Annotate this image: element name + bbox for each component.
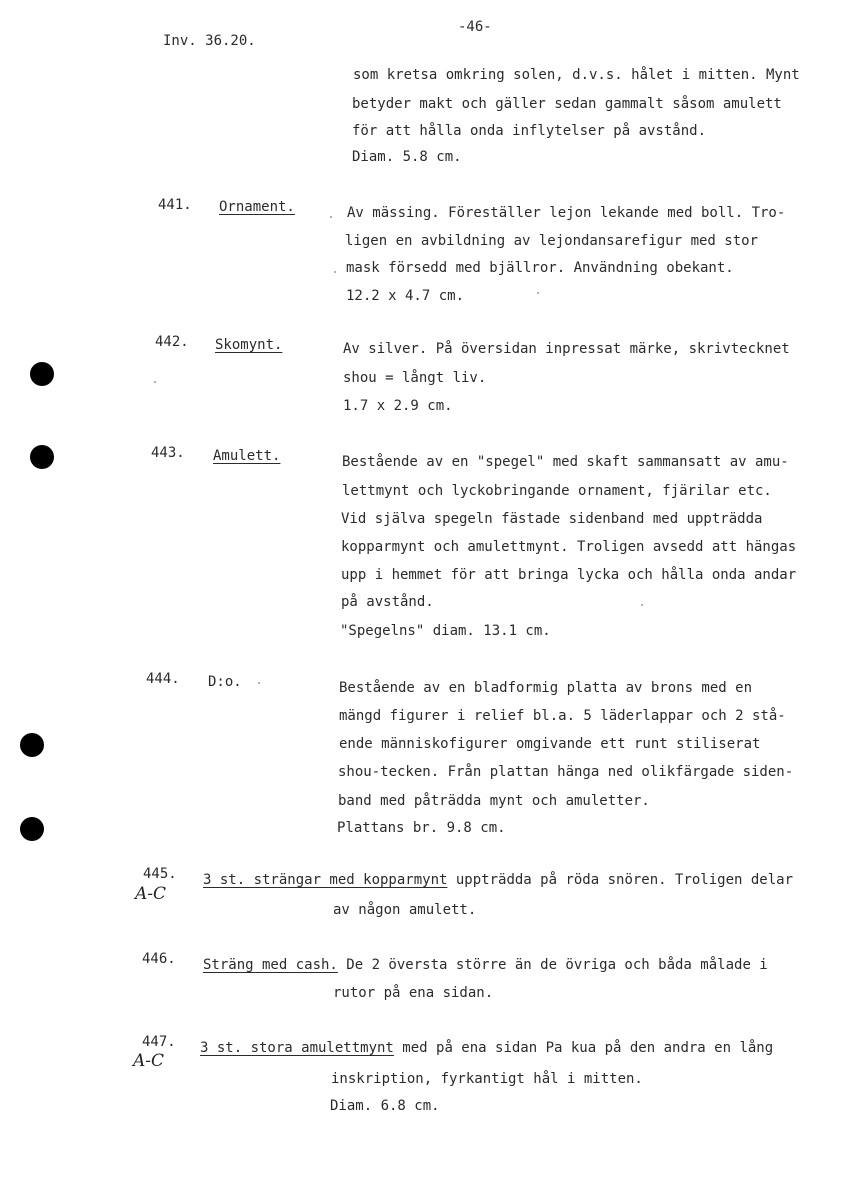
entry-title: 3 st. strängar med kopparmynt [203, 872, 448, 888]
entry-title: Ornament. [219, 199, 295, 215]
entry-line [200, 1041, 773, 1055]
entry-text: De 2 översta större än de övriga och båda målade i [337, 957, 768, 973]
text-line: "Spegelns" diam. 13.1 cm. [340, 623, 551, 639]
text-line: band med påträdda mynt och amuletter. [338, 793, 650, 809]
text-line: av någon amulett. [333, 902, 477, 918]
text-line: shou-tecken. Från plattan hänga ned olikfärgade siden- [338, 764, 794, 780]
entry-number: 446. [142, 951, 176, 967]
text-line: Vid själva spegeln fästade sidenband med uppträdda [341, 511, 763, 527]
punch-hole [20, 733, 44, 757]
text-line: Diam. 5.8 cm. [352, 149, 462, 165]
text-line: kopparmynt och amulettmynt. Troligen avsedd att hängas [341, 539, 797, 555]
text-line: mask försedd med bjällror. Användning obekant. [346, 260, 734, 276]
text-line: Plattans br. 9.8 cm. [337, 820, 506, 836]
speck [258, 682, 260, 684]
entry-number: 441. [158, 197, 192, 213]
entry-text: uppträdda på röda snören. Troligen delar [447, 872, 794, 888]
text-line: betyder makt och gäller sedan gammalt såsom amulett [352, 96, 782, 112]
entry-number: 442. [155, 334, 189, 350]
text-line: för att hålla onda inflytelser på avstånd. [352, 123, 707, 139]
entry-title: Skomynt. [215, 337, 283, 353]
text-line: mängd figurer i relief bl.a. 5 läderlappar och 2 stå- [339, 708, 786, 724]
punch-hole [30, 362, 54, 386]
entry-number: 447. [142, 1034, 176, 1050]
punch-hole [30, 445, 54, 469]
entry-title: D:o. [208, 674, 242, 690]
entry-line [203, 958, 768, 972]
text-line: shou = långt liv. [343, 370, 487, 386]
text-line: Bestående av en "spegel" med skaft sammansatt av amu- [342, 454, 789, 470]
text-line: Bestående av en bladformig platta av brons med en [339, 680, 753, 696]
entry-title: Sträng med cash. [203, 957, 338, 973]
handwritten-annotation: A-C [135, 884, 167, 904]
text-line: rutor på ena sidan. [333, 985, 494, 1001]
text-line: ligen en avbildning av lejondansarefigur med stor [345, 233, 759, 249]
text-line: inskription, fyrkantigt hål i mitten. [331, 1071, 643, 1087]
entry-line [203, 873, 793, 887]
text-line: Diam. 6.8 cm. [330, 1098, 440, 1114]
speck [641, 604, 643, 606]
text-line: Av mässing. Föreställer lejon lekande med boll. Tro- [347, 205, 786, 221]
text-line: upp i hemmet för att bringa lycka och hålla onda andar [341, 567, 797, 583]
entry-title: 3 st. stora amulettmynt [200, 1040, 394, 1056]
text-line: Av silver. På översidan inpressat märke, skrivtecknet [343, 341, 790, 357]
text-line: på avstånd. [341, 594, 434, 610]
speck [330, 216, 332, 218]
page-number: -46- [458, 19, 492, 35]
entry-number: 443. [151, 445, 185, 461]
entry-text: med på ena sidan Pa kua på den andra en lång [393, 1040, 774, 1056]
speck [537, 292, 539, 294]
speck [154, 381, 156, 383]
inventory-number: Inv. 36.20. [163, 33, 256, 49]
entry-title: Amulett. [213, 448, 281, 464]
text-line: som kretsa omkring solen, d.v.s. hålet i mitten. Mynt [353, 67, 800, 83]
handwritten-annotation: A-C [133, 1051, 165, 1071]
entry-number: 445. [143, 866, 177, 882]
text-line: lettmynt och lyckobringande ornament, fjärilar etc. [342, 483, 772, 499]
punch-hole [20, 817, 44, 841]
speck [334, 271, 336, 273]
text-line: 1.7 x 2.9 cm. [343, 398, 453, 414]
text-line: 12.2 x 4.7 cm. [346, 288, 465, 304]
entry-number: 444. [146, 671, 180, 687]
text-line: ende människofigurer omgivande ett runt stiliserat [339, 736, 761, 752]
